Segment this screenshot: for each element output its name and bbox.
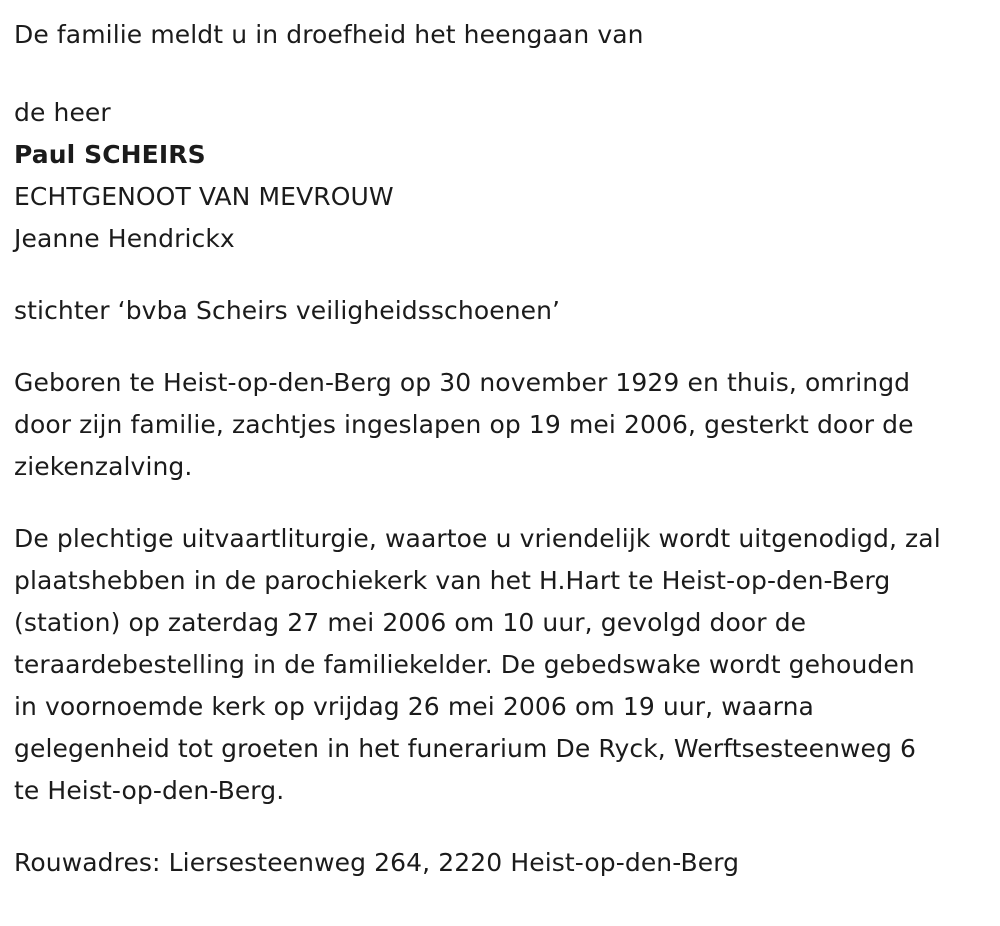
service-line-3: (station) op zaterdag 27 mei 2006 om 10 uur, gevolgd door de xyxy=(14,608,807,637)
salutation-line: de heer xyxy=(14,98,111,127)
spouse-name: Jeanne Hendrickx xyxy=(14,224,235,253)
service-line-7: te Heist-op-den-Berg. xyxy=(14,776,285,805)
mourning-address: Rouwadres: Liersesteenweg 264, 2220 Heist-op-den-Berg xyxy=(14,848,740,877)
service-line-1: De plechtige uitvaartliturgie, waartoe u vriendelijk wordt uitgenodigd, zal xyxy=(14,524,941,553)
deceased-name: Paul SCHEIRS xyxy=(14,140,206,169)
service-paragraph xyxy=(14,518,978,812)
birth-death-paragraph xyxy=(14,362,978,488)
relation-label: ECHTGENOOT VAN MEVROUW xyxy=(14,182,394,211)
birth-death-line-2: door zijn familie, zachtjes ingeslapen op 19 mei 2006, gesterkt door de xyxy=(14,410,914,439)
service-line-5: in voornoemde kerk op vrijdag 26 mei 2006 om 19 uur, waarna xyxy=(14,692,814,721)
occupation-line: stichter ‘bvba Scheirs veiligheidsschoenen’ xyxy=(14,296,561,325)
spacer-after-names xyxy=(14,260,978,290)
spacer-after-intro xyxy=(14,56,978,92)
intro-line: De familie meldt u in droefheid het heengaan van xyxy=(14,20,644,49)
birth-death-line-1: Geboren te Heist-op-den-Berg op 30 november 1929 en thuis, omringd xyxy=(14,368,911,397)
spacer-after-service xyxy=(14,812,978,842)
service-line-4: teraardebestelling in de familiekelder. De gebedswake wordt gehouden xyxy=(14,650,915,679)
birth-death-line-3: ziekenzalving. xyxy=(14,452,193,481)
spacer-after-occupation xyxy=(14,332,978,362)
spacer-after-birth-death xyxy=(14,488,978,518)
service-line-6: gelegenheid tot groeten in het funerarium De Ryck, Werftsesteenweg 6 xyxy=(14,734,917,763)
service-line-2: plaatshebben in de parochiekerk van het H.Hart te Heist-op-den-Berg xyxy=(14,566,891,595)
